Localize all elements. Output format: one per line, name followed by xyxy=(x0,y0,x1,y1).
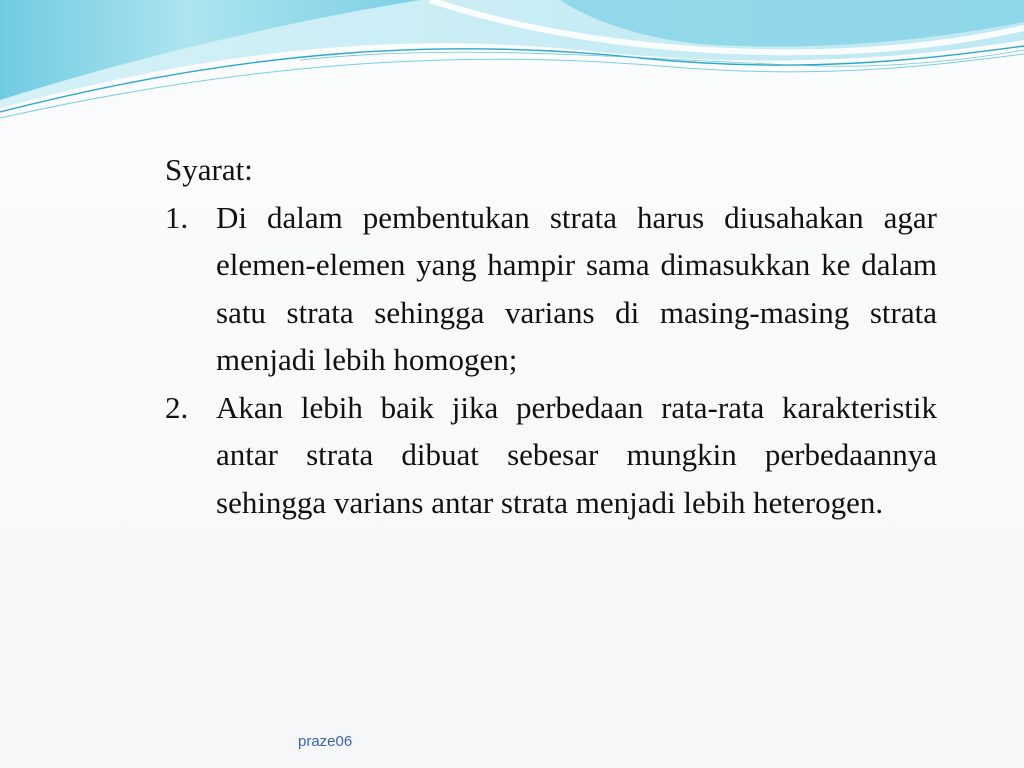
list-item-number: 2. xyxy=(165,389,189,425)
header-wave-decoration xyxy=(0,0,1024,130)
list-item-number: 1. xyxy=(165,199,189,235)
list-item-text: Di dalam pembentukan strata harus diusahakan agar elemen-elemen yang hampir sama dimasukkan ke dalam satu strata sehingga varians di masing-masing strata menjadi lebih homogen; xyxy=(216,199,937,377)
list-item-text: Akan lebih baik jika perbedaan rata-rata karakteristik antar strata dibuat sebesar mungkin perbedaannya sehingga varians antar strata menjadi lebih heterogen. xyxy=(216,389,937,520)
numbered-list xyxy=(165,194,937,527)
list-item xyxy=(165,194,937,384)
slide-body xyxy=(165,146,937,526)
slide-heading: Syarat: xyxy=(165,152,253,187)
list-item xyxy=(165,384,937,527)
slide-footer: praze06 xyxy=(298,733,353,750)
